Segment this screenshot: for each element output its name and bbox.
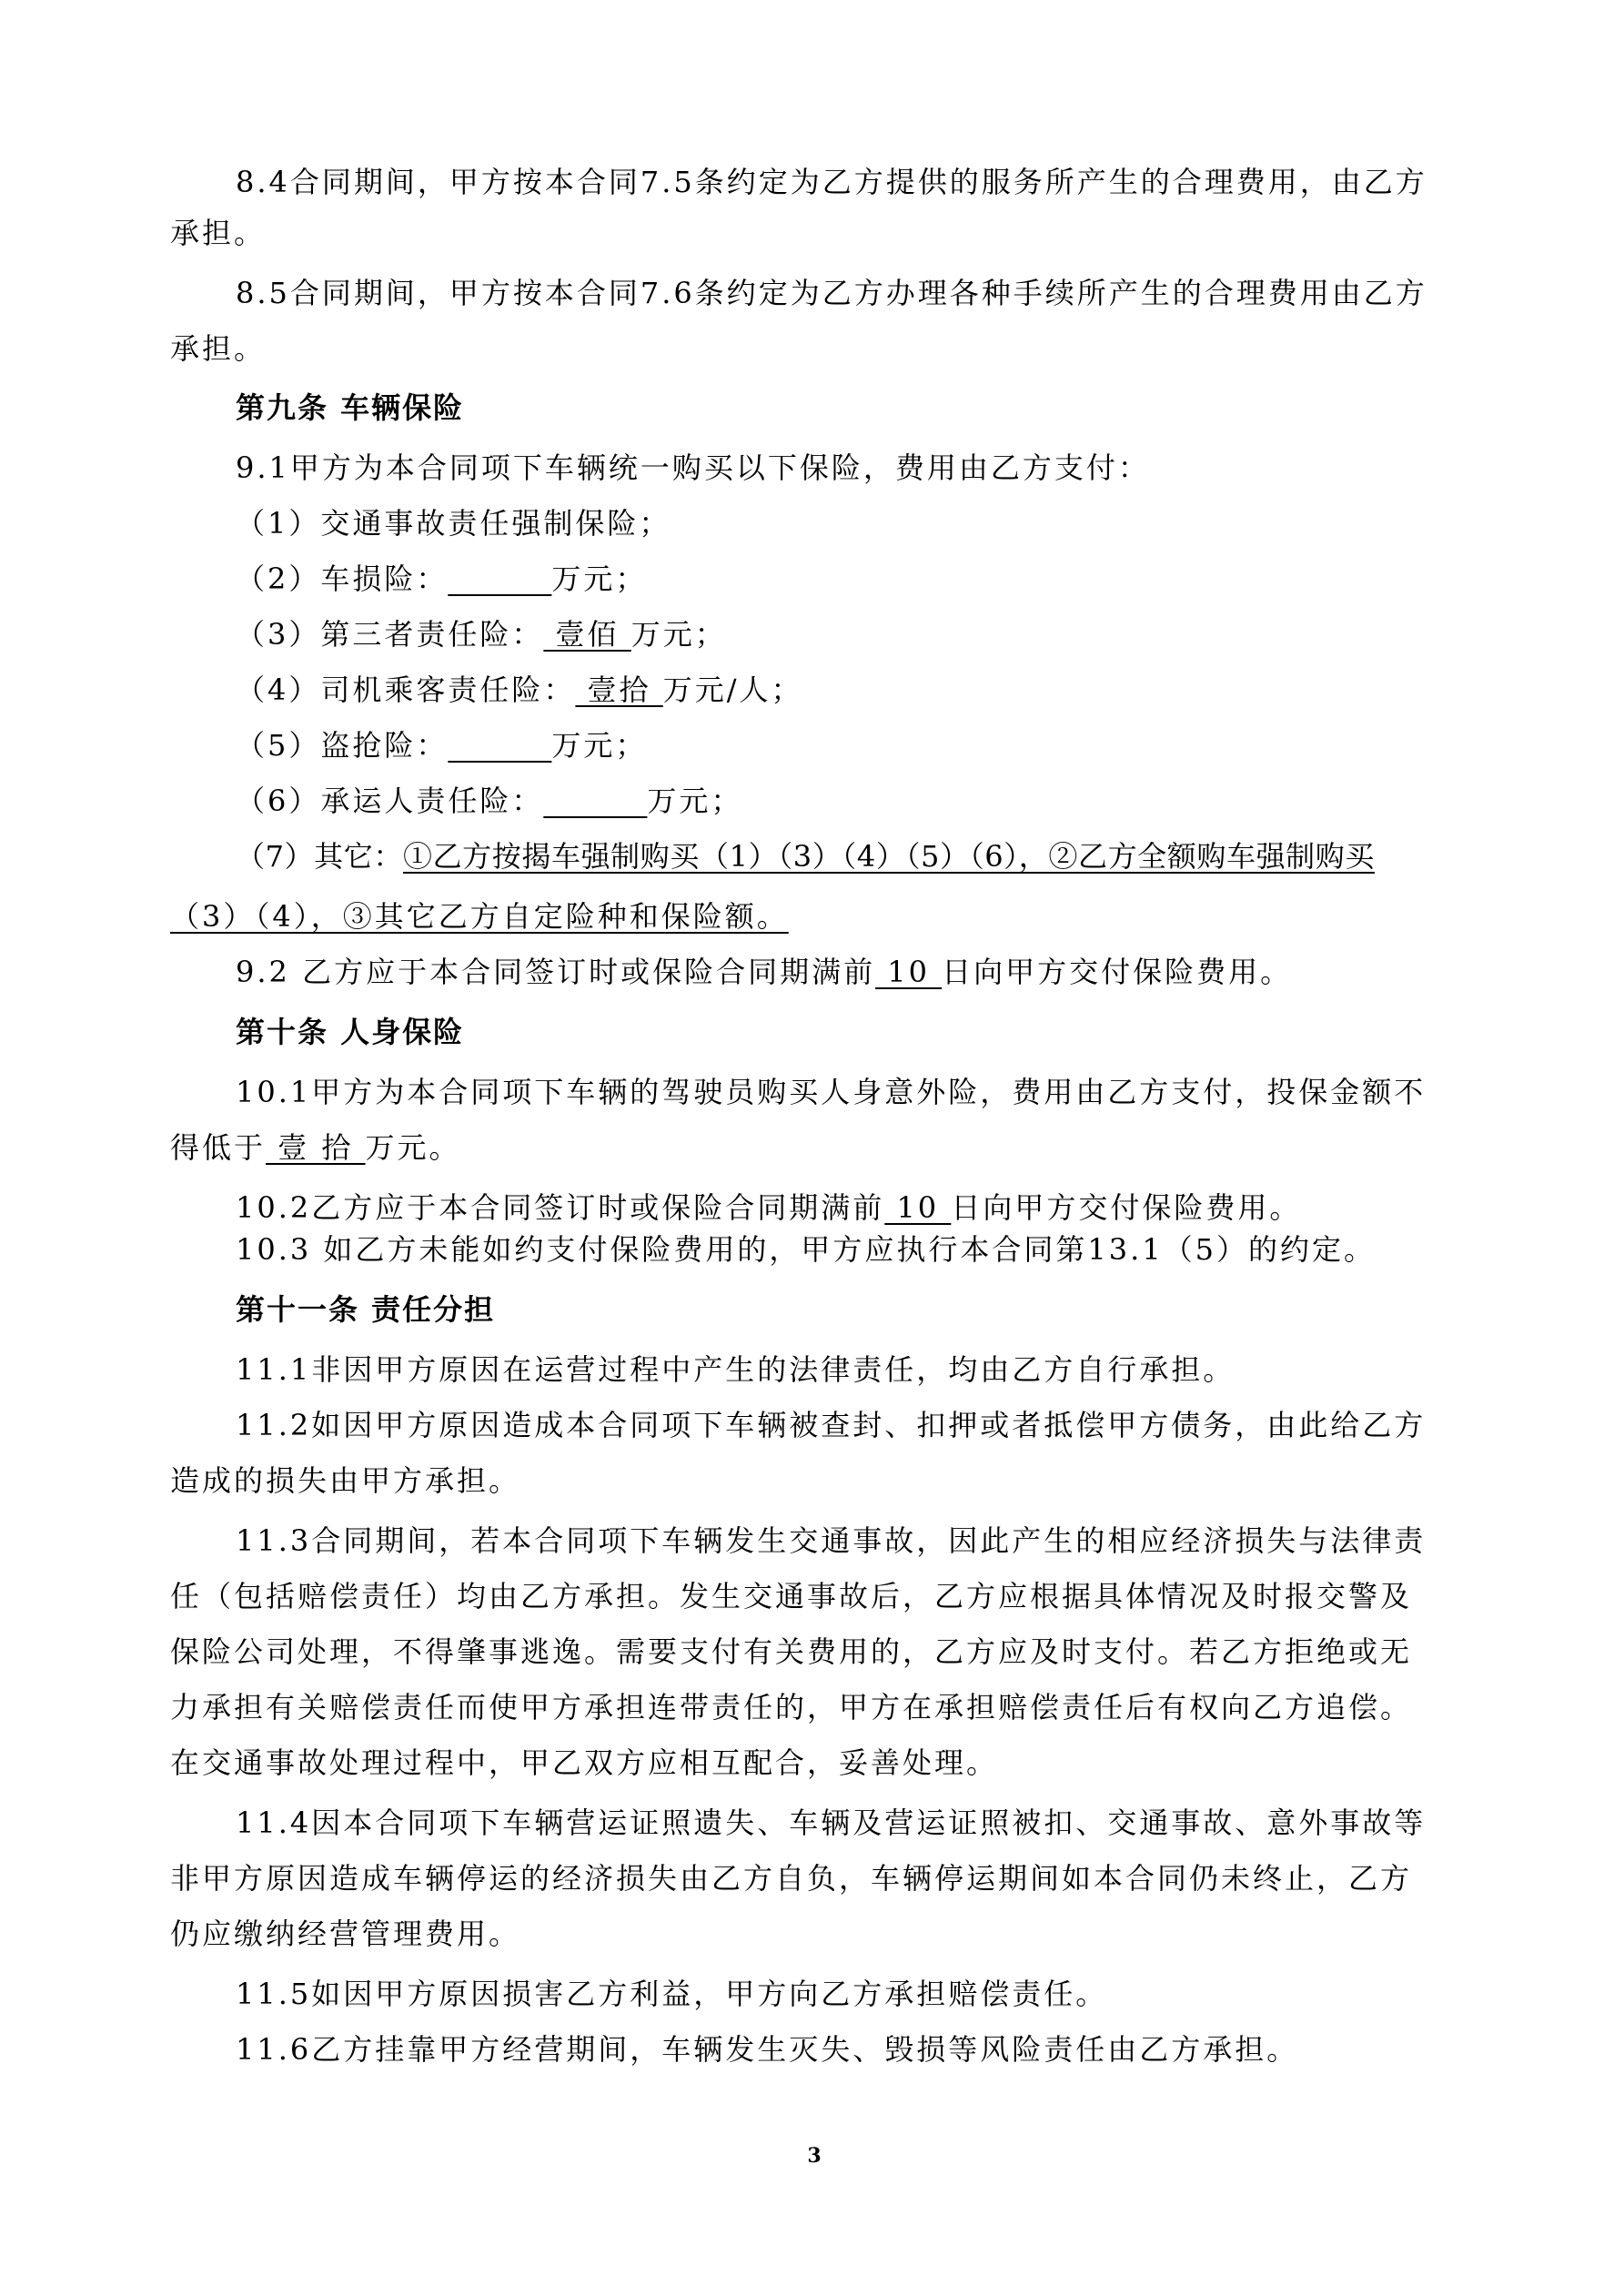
clause-11-2-line1: 11.2如因甲方原因造成本合同项下车辆被查封、扣押或者抵偿甲方债务，由此给乙方 [236, 1408, 1427, 1442]
clause-11-4-line3: 仍应缴纳经营管理费用。 [170, 1917, 521, 1951]
clause-9-2-tail: 日向甲方交付保险费用。 [942, 955, 1293, 989]
insurance-item-5-unit: 万元； [551, 728, 648, 763]
insurance-item-4-label: （4）司机乘客责任险： [236, 673, 576, 707]
clause-9-2-text: 9.2 乙方应于本合同签订时或保险合同期满前 [236, 955, 876, 989]
insurance-item-2-unit: 万元； [551, 561, 648, 596]
clause-8-5-line2: 承担。 [170, 331, 267, 366]
page-number: 3 [807, 2144, 822, 2168]
insurance-item-6-label: （6）承运人责任险： [236, 784, 544, 818]
clause-10-1-line1: 10.1甲方为本合同项下车辆的驾驶员购买人身意外险，费用由乙方支付，投保金额不 [236, 1075, 1427, 1109]
clause-11-4-line1: 11.4因本合同项下车辆营运证照遗失、车辆及营运证照被扣、交通事故、意外事故等 [236, 1805, 1427, 1840]
article-11-heading: 第十一条 责任分担 [236, 1292, 496, 1327]
clause-9-2-days: 10 [875, 955, 943, 989]
clause-8-5-line1: 8.5合同期间，甲方按本合同7.6条约定为乙方办理各种手续所产生的合理费用由乙方 [236, 276, 1427, 310]
insurance-item-7-line1 [236, 838, 1375, 875]
insurance-item-7-text-line2: （3）（4），③其它乙方自定险种和保险额。 [170, 899, 789, 934]
insurance-item-4 [236, 672, 803, 708]
insurance-item-3-unit: 万元； [630, 617, 727, 652]
clause-10-1-line2 [170, 1129, 461, 1166]
insurance-item-6-amount: ______ [543, 784, 648, 818]
clause-10-2 [236, 1189, 1301, 1226]
insurance-item-4-amount: 壹拾 [575, 673, 663, 707]
clause-11-3-line5: 在交通事故处理过程中，甲乙双方应相互配合，妥善处理。 [170, 1745, 999, 1780]
clause-9-2 [236, 954, 1292, 990]
clause-10-1-amount: 壹 拾 [266, 1130, 366, 1165]
insurance-item-5-amount: ______ [448, 728, 552, 763]
clause-11-5: 11.5如因甲方原因损害乙方利益，甲方向乙方承担赔偿责任。 [236, 1977, 1108, 2011]
clause-10-1-text: 得低于 [170, 1130, 267, 1165]
insurance-item-7-text-line1: ①乙方按揭车强制购买（1）（3）（4）（5）（6），②乙方全额购车强制购买 [402, 839, 1375, 874]
clause-11-6: 11.6乙方挂靠甲方经营期间，车辆发生灭失、毁损等风险责任由乙方承担。 [236, 2032, 1299, 2067]
clause-10-2-text: 10.2乙方应于本合同签订时或保险合同期满前 [236, 1190, 885, 1225]
article-9-heading: 第九条 车辆保险 [236, 390, 465, 425]
clause-11-1: 11.1非因甲方原因在运营过程中产生的法律责任，均由乙方自行承担。 [236, 1352, 1236, 1387]
insurance-item-2-label: （2）车损险： [236, 561, 449, 596]
insurance-item-5 [236, 727, 647, 764]
insurance-item-2 [236, 561, 647, 597]
clause-10-3: 10.3 如乙方未能如约支付保险费用的，甲方应执行本合同第13.1（5）的约定。 [236, 1232, 1377, 1267]
insurance-item-1: （1）交通事故责任强制保险； [236, 506, 671, 541]
clause-8-4-line2: 承担。 [170, 216, 267, 250]
insurance-item-5-label: （5）盗抢险： [236, 728, 449, 763]
insurance-item-3-amount: 壹佰 [543, 617, 631, 652]
clause-11-3-line1: 11.3合同期间，若本合同项下车辆发生交通事故，因此产生的相应经济损失与法律责 [236, 1523, 1427, 1558]
clause-11-3-line3: 保险公司处理，不得肇事逃逸。需要支付有关费用的，乙方应及时支付。若乙方拒绝或无 [170, 1634, 1413, 1669]
clause-11-3-line2: 任（包括赔偿责任）均由乙方承担。发生交通事故后，乙方应根据具体情况及时报交警及 [170, 1579, 1413, 1613]
clause-9-1: 9.1甲方为本合同项下车辆统一购买以下保险，费用由乙方支付： [236, 450, 1150, 485]
insurance-item-3 [236, 616, 727, 652]
insurance-item-2-amount: ______ [448, 561, 552, 596]
insurance-item-6-unit: 万元； [647, 784, 743, 818]
clause-8-4-line1: 8.4合同期间，甲方按本合同7.5条约定为乙方提供的服务所产生的合理费用，由乙方 [236, 165, 1427, 199]
article-10-heading: 第十条 人身保险 [236, 1015, 465, 1049]
clause-10-2-tail: 日向甲方交付保险费用。 [951, 1190, 1302, 1225]
insurance-item-4-unit: 万元/人； [662, 673, 803, 707]
insurance-item-7-label: （7）其它： [236, 839, 403, 874]
clause-11-4-line2: 非甲方原因造成车辆停运的经济损失由乙方自负，车辆停运期间如本合同仍未终止，乙方 [170, 1861, 1413, 1896]
clause-10-2-days: 10 [884, 1190, 952, 1225]
insurance-item-7-line2 [170, 898, 789, 935]
clause-11-3-line4: 力承担有关赔偿责任而使甲方承担连带责任的，甲方在承担赔偿责任后有权向乙方追偿。 [170, 1690, 1413, 1725]
insurance-item-3-label: （3）第三者责任险： [236, 617, 544, 652]
insurance-item-6 [236, 783, 742, 819]
clause-10-1-unit: 万元。 [365, 1130, 461, 1165]
clause-11-2-line2: 造成的损失由甲方承担。 [170, 1463, 521, 1498]
